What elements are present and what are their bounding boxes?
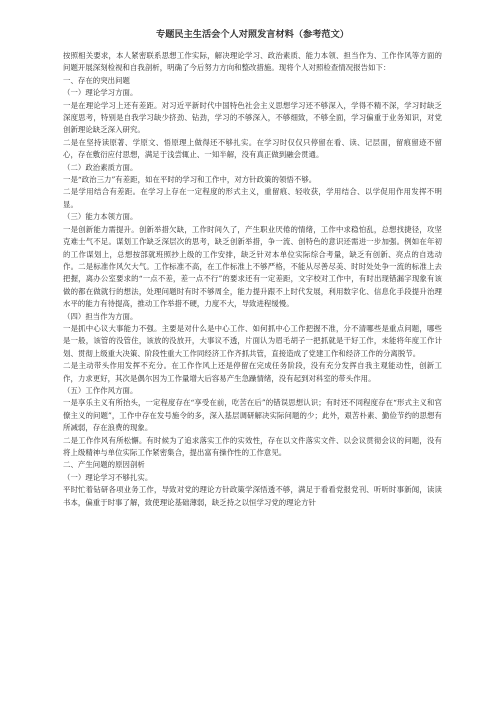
body-paragraph: 二是在坚持读原著、学原文、悟原理上做得还不够扎实。在学习时仅仅只停留在看、读、记层面，留痕留迹不留心，存在敷衍应付思想，满足于浅尝辄止、一知半解，没有真正做到融会贯通。 bbox=[63, 137, 442, 160]
subsection-heading: （二）政治素质方面。 bbox=[63, 162, 138, 172]
body-paragraph: 二是学用结合有差距。在学习上存在一定程度的形式主义，重留痕、轻收获，学用结合、以学促用作用发挥不明显。 bbox=[63, 187, 442, 209]
body-paragraph: 按照相关要求，本人紧密联系思想工作实际，解决理论学习、政治素质、能力本领、担当作为、工作作风等方面的问题开展深刻检视和自我剖析，明确了今后努力方向和整改措施。现将个人对照检查情况报告如下： bbox=[63, 51, 442, 73]
body-paragraph: 一是创新能力需提升。创新举措欠缺，工作时间久了，产生职业厌倦的情绪，工作中求稳怕乱，总想找捷径，攻坚克难士气不足。谋划工作缺乏深层次的思考，缺乏创新举措，争一流、创特色的意识还需进一步加强。例如在年初的工作谋划上，总想按部就班照抄上级的工作安排，缺乏针对本单位实际综合考量，缺乏有创新、亮点的自选动作。二是标准作风欠大气。工作标准不高，在工作标准上不够严格，不能从尽善尽美、时时处处争一流的标准上去把握，离办公室要求的“一点不差，差一点不行”的要求还有一定差距，文字校对工作中，有时出现错漏字现象有该做的都在做就行的想法，处理问题时有时不够周全，能力提升跟不上时代发展，利用数字化、信息化手段提升治理水平的能力有待提高，推动工作举措不硬，力度不大，导致进程缓慢。 bbox=[63, 224, 442, 309]
body-paragraph: 平时忙着钻研各项业务工作，导致对党的理论方针政策学深悟透不够，满足于看看党报党刊、听听时事新闻，读读书本，偏重于时事了解，致使理论基础薄弱，缺乏持之以恒学习党的理论方针 bbox=[63, 485, 442, 507]
subsection-heading: （三）能力本领方面。 bbox=[63, 212, 138, 222]
body-paragraph: 一是“政治三力”有差距，如在平时的学习和工作中，对方针政策的领悟不够。 bbox=[63, 175, 317, 185]
subsection-heading: （一）理论学习不够扎实。 bbox=[63, 472, 153, 482]
document-body bbox=[63, 50, 442, 509]
body-paragraph: 二是工作作风有所松懈。有时候为了追求落实工作的实效性，存在以文件落实文件、以会议贯彻会议的问题，没有将上级精神与单位实际工作紧密集合，提出富有操作性的工作意见。 bbox=[63, 435, 442, 457]
subsection-heading: （一）理论学习方面。 bbox=[63, 88, 138, 98]
section-heading: 二、产生问题的原因剖析 bbox=[63, 460, 145, 470]
subsection-heading: （五）工作作风方面。 bbox=[63, 385, 138, 395]
section-heading: 一、存在的突出问题 bbox=[63, 75, 130, 85]
body-paragraph: 一是享乐主义有所抬头，一定程度存在“享受在前，吃苦在后”的错误思想认识；有时还不同程度存在“形式主义和官僚主义的问题”，工作中存在发号施令的多，深入基层调研解决实际问题的少；此外，艰苦朴素、勤俭节约的思想有所减弱，存在浪费的现象。 bbox=[63, 398, 442, 433]
subsection-heading: （四）担当作为方面。 bbox=[63, 311, 138, 321]
body-paragraph: 一是在理论学习上还有差距。对习近平新时代中国特色社会主义思想学习还不够深入，学得不精不深，学习时缺乏深度思考，特别是自我学习缺少挤劲、钻劲，学习的不够深入，不够细致，不够全面，学习偏重于业务知识，对党创新理论缺乏深入研究。 bbox=[63, 100, 442, 135]
document-title: 专题民主生活会个人对照发言材料（参考范文） bbox=[156, 29, 349, 40]
body-paragraph: 二是主动带头作用发挥不充分。在工作作风上还是停留在完成任务阶段，没有充分发挥自我主观能动性，创新工作，力求更好，其次是偶尔因为工作量增大后容易产生急躁情绪，没有起到对科室的带头作用。 bbox=[63, 361, 442, 383]
body-paragraph: 一是抓中心议大事能力不强。主要是对什么是中心工作、如何抓中心工作把握不准，分不清哪些是重点问题，哪些是一般，该管的没管住，该放的没放开，大事议不透，片面认为眉毛胡子一把抓就是干好工作，未能将年度工作计划、贯彻上级重大决策、阶段性重大工作同经济工作齐抓共管，直接造成了党建工作和经济工作的分离脱节。 bbox=[63, 323, 442, 358]
